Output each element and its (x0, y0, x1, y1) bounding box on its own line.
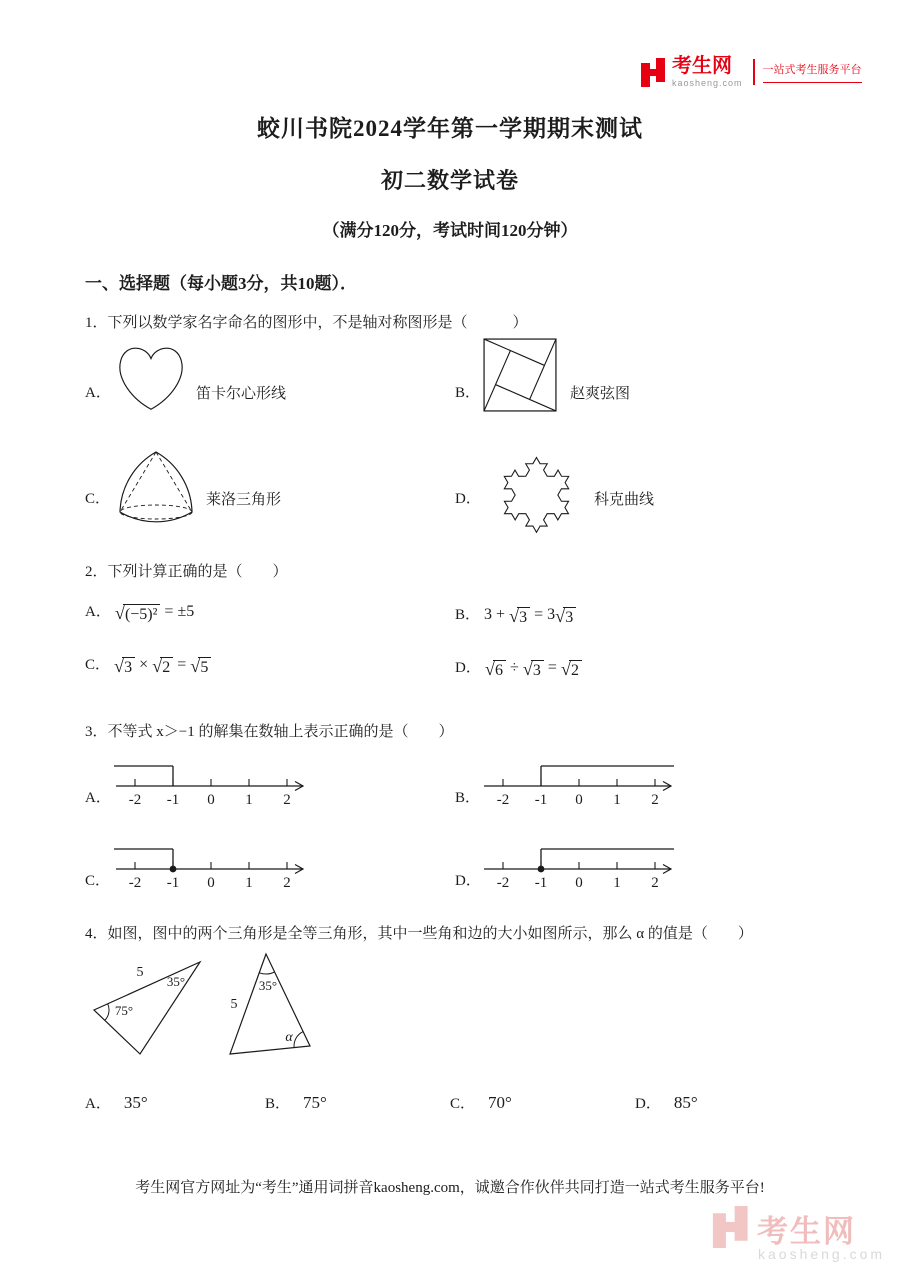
svg-text:2: 2 (283, 875, 291, 890)
q2-option-b-formula: 3 + √ 3 = 3 √ 3 (484, 606, 576, 623)
svg-text:-2: -2 (128, 792, 142, 807)
watermark-brand-text: 考生网 (757, 1214, 856, 1249)
q2-option-b-label: B． (455, 607, 481, 623)
svg-text:2: 2 (651, 792, 659, 807)
svg-text:-2: -2 (496, 875, 510, 890)
footer-text: 考生网官方网址为“考生”通用词拼音kaosheng.com，诚邀合作伙伴共同打造一站式考生服务平台! (135, 1180, 765, 1196)
q4-option-a (85, 1092, 148, 1113)
q4-option-a-value: 35° (123, 1093, 148, 1112)
svg-text:5: 5 (136, 965, 144, 980)
q1-option-a-label: A． (85, 385, 111, 401)
q4-option-d-value: 85° (673, 1093, 698, 1112)
q1-option-a-caption: 笛卡尔心形线 (196, 386, 287, 402)
q2-option-d-formula: √ 6 ÷ √ 3 = √ 2 (485, 659, 582, 676)
logo-text-block (672, 56, 743, 88)
q4-option-c-value: 70° (488, 1093, 512, 1112)
reuleaux-triangle-figure (112, 446, 200, 528)
q3-numberline-a (110, 753, 310, 807)
q1-option-b-caption: 赵爽弦图 (570, 386, 631, 402)
q4-option-c-label: C． (450, 1096, 476, 1112)
watermark-icon (712, 1206, 750, 1248)
q4-option-a-label: A． (85, 1096, 111, 1112)
logo-divider (753, 59, 755, 85)
q2-option-a-formula: √ (−5)² = ±5 (114, 603, 195, 623)
q4-text: 4．如图，图中的两个三角形是全等三角形，其中一些角和边的大小如图所示，那么 α 的值是（ ） (85, 926, 753, 942)
svg-text:-2: -2 (128, 875, 142, 890)
q2-option-a (85, 600, 194, 624)
q3-option-c-label: C． (85, 873, 111, 889)
svg-text:-2: -2 (496, 792, 510, 807)
q3-numberline-c (110, 836, 310, 890)
q2-option-a-label: A． (85, 604, 111, 620)
zhao-shuang-figure (482, 337, 558, 413)
q4-option-d (635, 1092, 698, 1113)
page-title: 蛟川书院2024学年第一学期期末测试 (257, 116, 643, 141)
q3-numberline-b (478, 753, 678, 807)
q4-triangle-1 (88, 952, 223, 1064)
svg-text:-1: -1 (534, 792, 548, 807)
q2-text: 2．下列计算正确的是（ ） (85, 564, 288, 580)
q2-option-c-label: C． (85, 657, 111, 673)
page-subtitle: 初二数学试卷 (380, 168, 519, 193)
logo-tagline-text: 一站式考生服务平台 (763, 61, 862, 83)
svg-text:1: 1 (613, 875, 621, 890)
q2-option-d (455, 656, 582, 680)
watermark-domain-text: kaosheng.com (758, 1246, 886, 1262)
svg-text:35°: 35° (258, 978, 278, 993)
logo-brand-text: 考生网 (672, 55, 732, 77)
svg-text:1: 1 (613, 792, 621, 807)
koch-snowflake-figure (488, 440, 585, 537)
q4-option-d-label: D． (635, 1096, 661, 1112)
svg-text:-1: -1 (166, 875, 180, 890)
q4-option-b (265, 1092, 327, 1113)
q2-option-c-formula: √ 3 × √ 2 = √ 5 (114, 656, 211, 673)
svg-text:75°: 75° (114, 1003, 134, 1018)
q4-option-b-label: B． (265, 1096, 291, 1112)
q3-option-b-label: B． (455, 790, 481, 806)
q4-option-b-value: 75° (303, 1093, 327, 1112)
koch-snowflake-path (504, 457, 568, 532)
q3-option-a-label: A． (85, 790, 111, 806)
q1-option-c-caption: 莱洛三角形 (206, 492, 282, 508)
svg-text:35°: 35° (166, 974, 186, 989)
site-logo (641, 56, 862, 88)
q1-option-d-caption: 科克曲线 (594, 492, 655, 508)
q3-numberline-d (478, 836, 678, 890)
svg-text:0: 0 (207, 792, 215, 807)
exam-meta: （满分120分，考试时间120分钟） (322, 221, 578, 240)
logo-icon (641, 58, 666, 87)
svg-text:1: 1 (245, 792, 253, 807)
q1-text: 1．下列以数学家名字命名的图形中，不是轴对称图形是（ ） (85, 315, 528, 331)
logo-domain-text: kaosheng.com (672, 78, 743, 88)
q1-option-d-label: D． (455, 491, 481, 507)
svg-text:0: 0 (207, 875, 215, 890)
q2-option-d-label: D． (455, 660, 481, 676)
q2-option-b (455, 603, 576, 627)
section-1-heading: 一、选择题（每小题3分，共10题）． (85, 274, 357, 293)
q3-option-d-label: D． (455, 873, 481, 889)
svg-text:2: 2 (651, 875, 659, 890)
q2-option-c (85, 653, 211, 677)
svg-text:5: 5 (230, 997, 238, 1012)
svg-text:0: 0 (575, 792, 583, 807)
svg-text:α: α (285, 1030, 293, 1045)
q4-triangle-2 (218, 948, 323, 1066)
svg-text:1: 1 (245, 875, 253, 890)
heart-curve-figure (112, 342, 190, 416)
svg-text:2: 2 (283, 792, 291, 807)
svg-text:-1: -1 (166, 792, 180, 807)
q1-option-b-label: B． (455, 385, 481, 401)
svg-text:-1: -1 (534, 875, 548, 890)
svg-text:0: 0 (575, 875, 583, 890)
q4-option-c (450, 1092, 512, 1113)
q1-option-c-label: C． (85, 491, 111, 507)
q3-text: 3．不等式 x＞−1 的解集在数轴上表示正确的是（ ） (85, 724, 454, 740)
